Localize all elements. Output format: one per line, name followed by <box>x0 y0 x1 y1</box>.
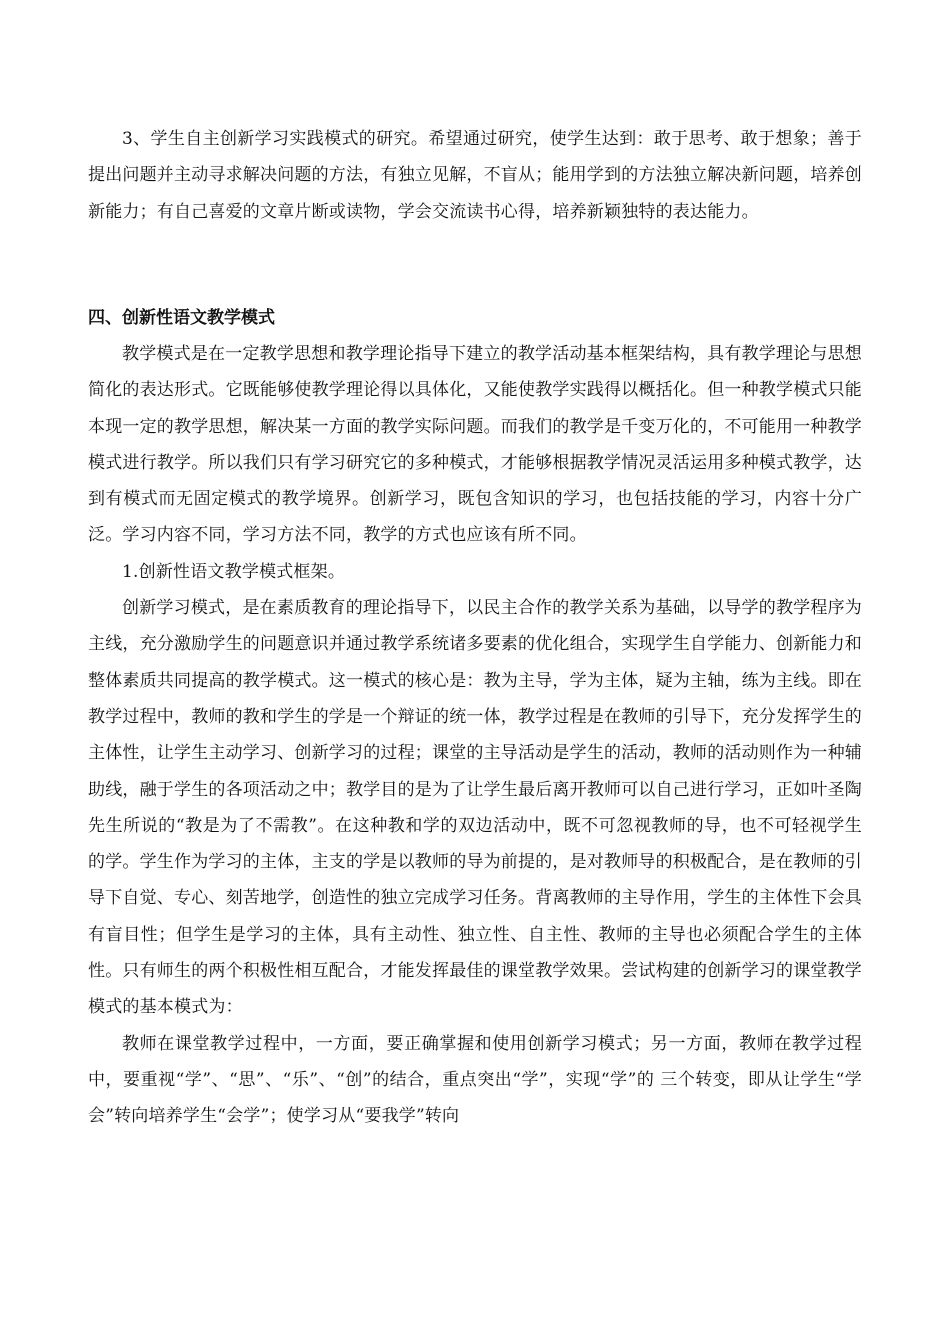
paragraph-innovative-learning-model: 创新学习模式，是在素质教育的理论指导下，以民主合作的教学关系为基础，以导学的教学程序为主线，充分激励学生的问题意识并通过教学系统诸多要素的优化组合，实现学生自学能力、创新能力和整体素质共同提高的教学模式。这一模式的核心是：教为主导，学为主体，疑为主轴，练为主线。即在教学过程中，教师的教和学生的学是一个辩证的统一体，教学过程是在教师的引导下，充分发挥学生的主体性，让学生主动学习、创新学习的过程；课堂的主导活动是学生的活动，教师的活动则作为一种辅助线，融于学生的各项活动之中；教学目的是为了让学生最后离开教师可以自己进行学习，正如叶圣陶先生所说的“教是为了不需教”。在这种教和学的双边活动中，既不可忽视教师的导，也不可轻视学生的学。学生作为学习的主体，主支的学是以教师的导为前提的，是对教师导的积极配合，是在教师的引导下自觉、专心、刻苦地学，创造性的独立完成学习任务。背离教师的主导作用，学生的主体性下会具有盲目性；但学生是学习的主体，具有主动性、独立性、自主性、教师的主导也必须配合学生的主体性。只有师生的两个积极性相互配合，才能发挥最佳的课堂教学效果。尝试构建的创新学习的课堂教学模式的基本模式为： <box>88 598 862 1018</box>
paragraph-teaching-model-intro: 教学模式是在一定教学思想和教学理论指导下建立的教学活动基本框架结构，具有教学理论与思想简化的表达形式。它既能够使教学理论得以具体化，又能使教学实践得以概括化。但一种教学模式只能本现一定的教学思想，解决某一方面的教学实际问题。而我们的教学是千变万化的，不可能用一种教学模式进行教学。所以我们只有学习研究它的多种模式，才能够根据教学情况灵活运用多种模式教学，达到有模式而无固定模式的教学境界。创新学习，既包含知识的学习，也包括技能的学习，内容十分广泛。学习内容不同，学习方法不同，教学的方式也应该有所不同。 <box>88 344 862 546</box>
paragraph-teacher-role: 教师在课堂教学过程中，一方面，要正确掌握和使用创新学习模式；另一方面，教师在教学过程中，要重视“学”、“思”、“乐”、“创”的结合，重点突出“学”，实现“学”的 三个转变，即从让学生“学会”转向培养学生“会学”；使学习从“要我学”转向 <box>88 1033 862 1127</box>
subheading-model-framework: 1.创新性语文教学模式框架。 <box>122 561 346 582</box>
section-3-paragraph: 3、学生自主创新学习实践模式的研究。希望通过研究，使学生达到：敢于思考、敢于想象；善于提出问题并主动寻求解决问题的方法，有独立见解，不盲从；能用学到的方法独立解决新问题，培养创新能力；有自己喜爱的文章片断或读物，学会交流读书心得，培养新颖独特的表达能力。 <box>88 129 862 222</box>
section-4-body <box>88 336 862 1135</box>
section-4-heading: 四、创新性语文教学模式 <box>88 308 275 328</box>
section-3-block <box>88 121 862 230</box>
